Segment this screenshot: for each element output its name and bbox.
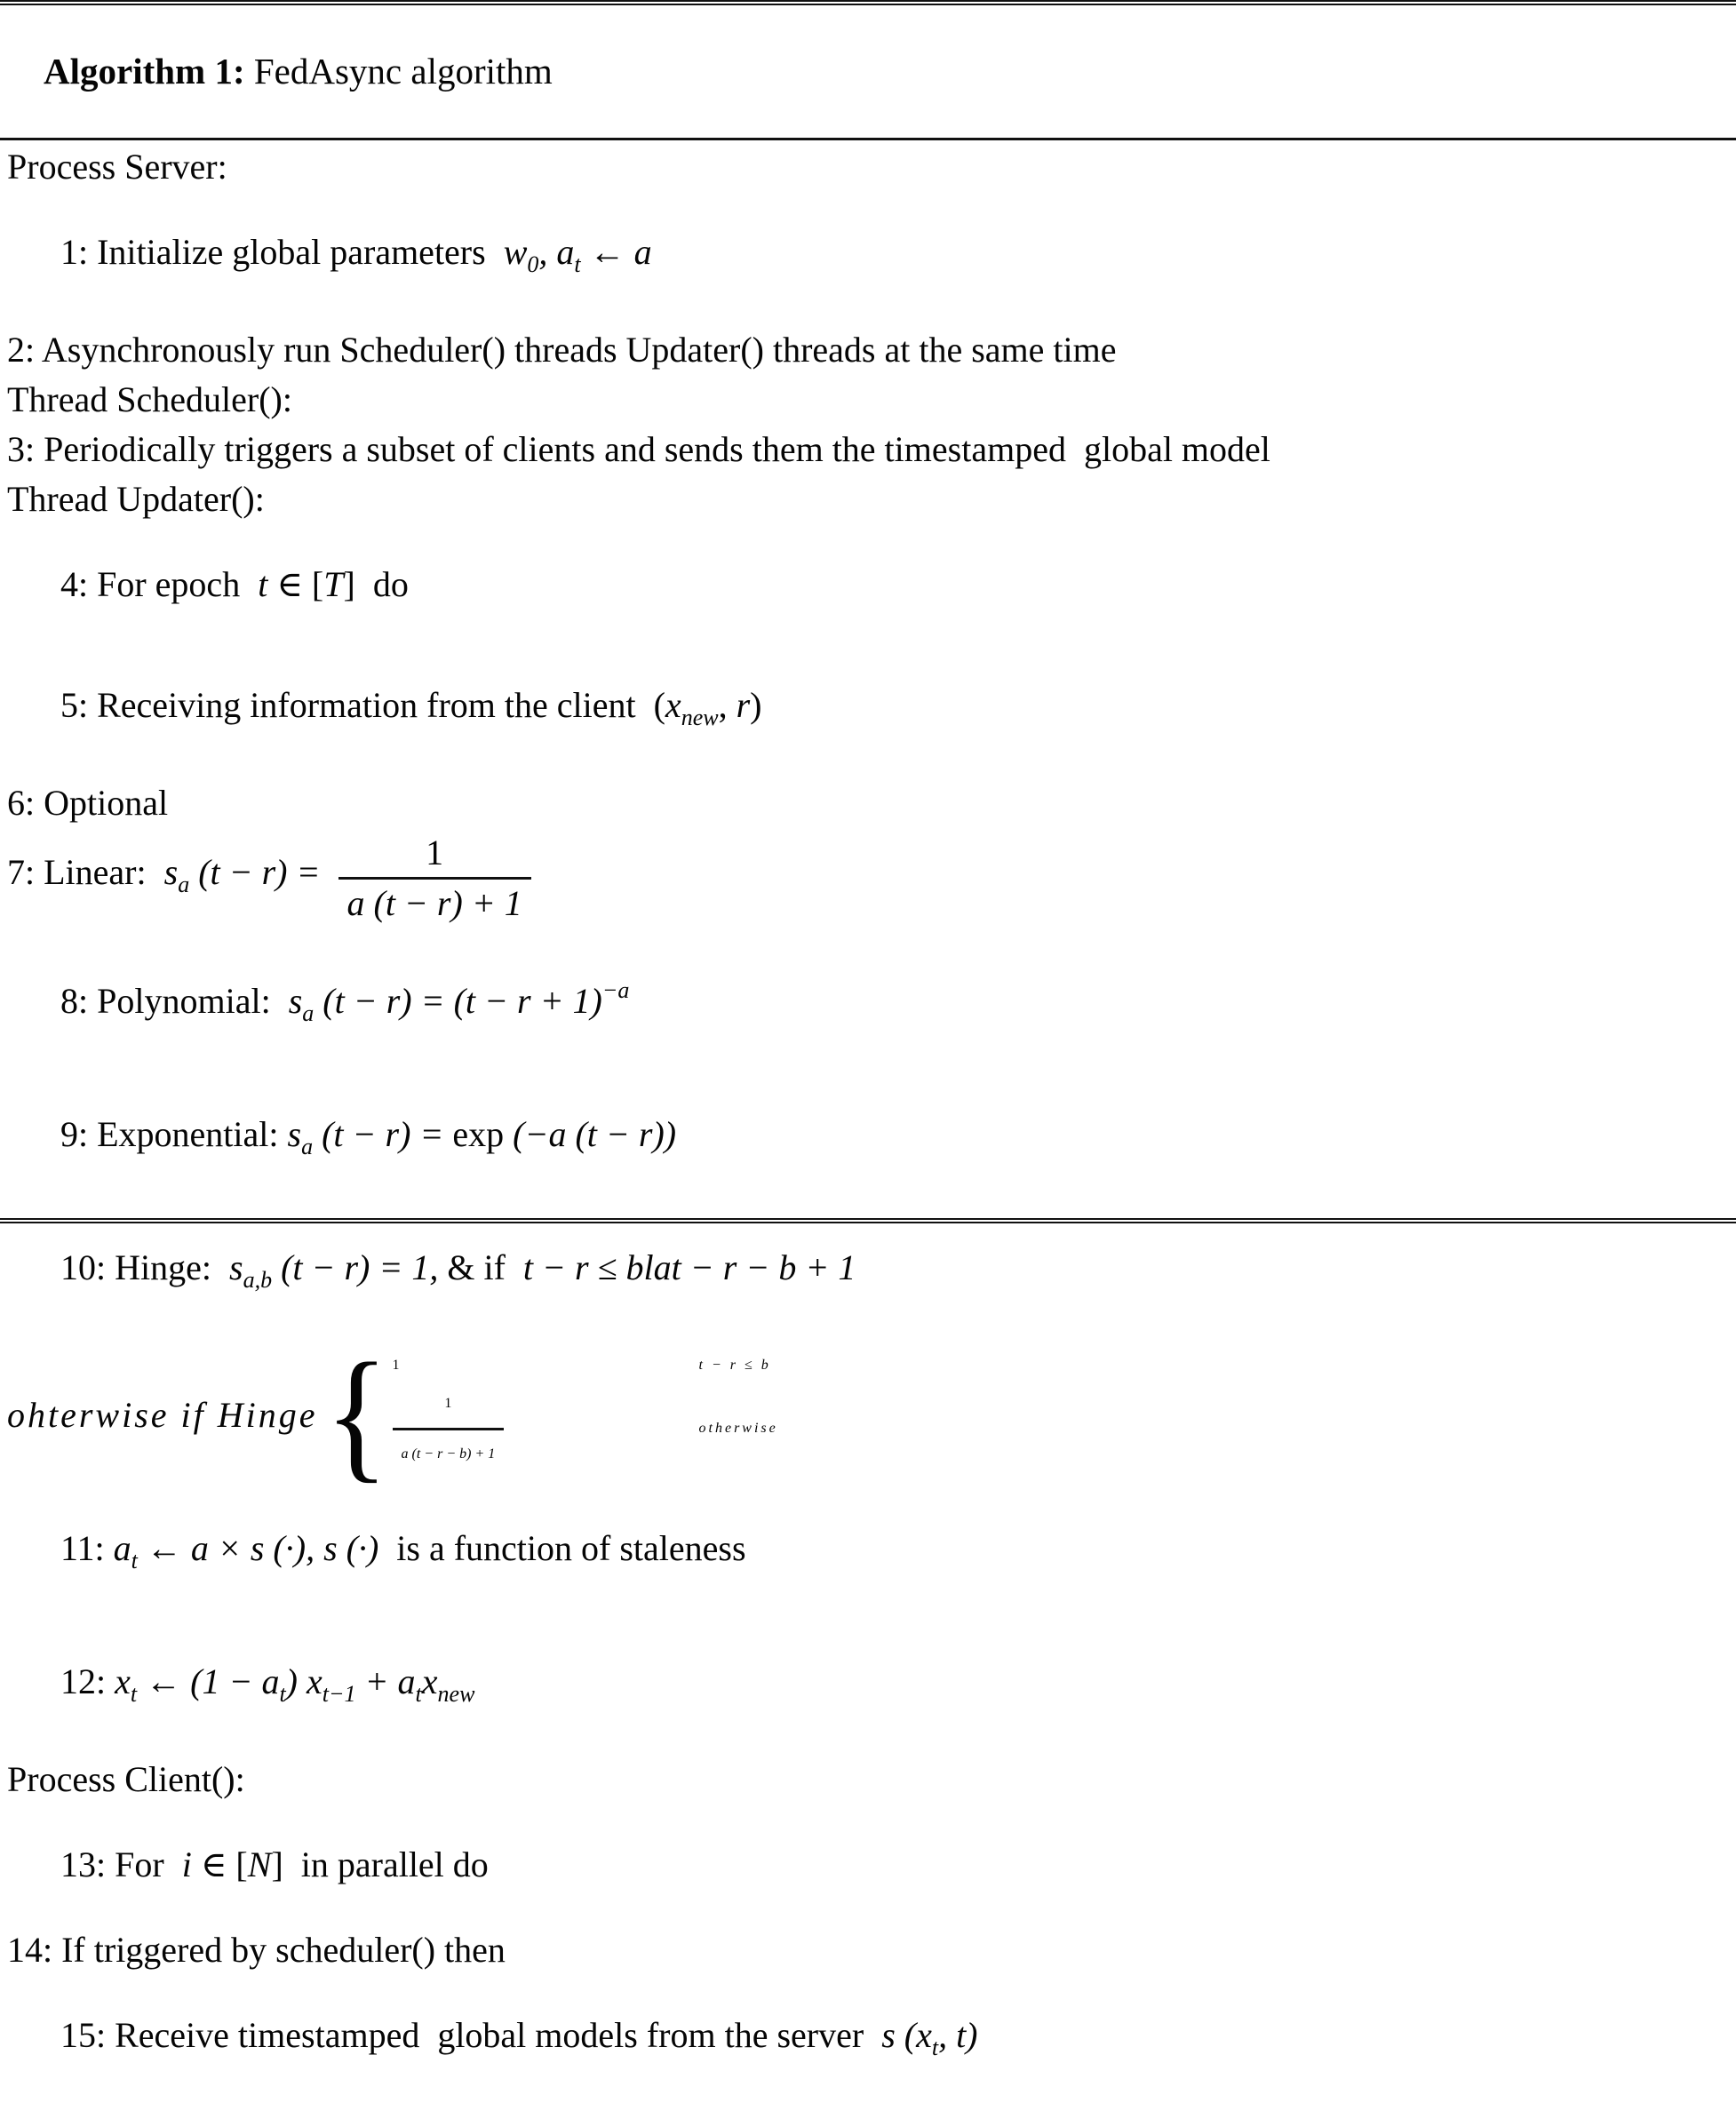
step13-var-i: i <box>181 1844 192 1884</box>
line-process-server: Process Server: <box>7 147 227 187</box>
step7-fraction-denominator: a (t − r) + 1 <box>338 877 531 921</box>
line-thread-scheduler: Thread Scheduler(): <box>7 379 292 419</box>
step5-end: ) <box>750 685 762 725</box>
step8-mid: (t − r) = (t − r + 1) <box>314 981 602 1021</box>
algorithm-title-label: Algorithm 1: <box>44 51 245 92</box>
step9-end: (−a (t − r)) <box>504 1114 677 1154</box>
step10-var-s: s <box>228 1247 243 1287</box>
step15-sub-t: t <box>931 2035 939 2060</box>
line-step5 <box>7 652 1729 771</box>
line-step2: 2: Asynchronously run Scheduler() threads Updater() threads at the same time <box>7 330 1117 370</box>
step13-prefix: 13: For <box>60 1844 182 1884</box>
step4-prefix: 4: For epoch <box>60 564 259 604</box>
line-step13 <box>7 1812 1729 1918</box>
line-step6: 6: Optional <box>7 783 169 823</box>
step7-var-s: s <box>163 851 179 892</box>
line-step10 <box>7 1215 1729 1334</box>
hinge-case-1 <box>393 1358 778 1374</box>
step12-prefix: 12: <box>60 1661 115 1701</box>
step10-prefix: 10: Hinge: <box>60 1247 229 1287</box>
line-step1 <box>7 199 1729 318</box>
step1-prefix: 1: Initialize global parameters <box>60 232 504 272</box>
line-step7 <box>7 832 1729 923</box>
line-thread-updater: Thread Updater(): <box>7 479 265 519</box>
step7-fraction <box>338 832 531 923</box>
step5-sub-new: new <box>681 705 719 730</box>
step15-prefix: 15: Receive timestamped global models from the server <box>60 2015 882 2055</box>
hinge-cases-rows <box>393 1358 778 1472</box>
step8-prefix: 8: Polynomial: <box>60 981 289 1021</box>
step7-text <box>7 851 330 903</box>
step12-m2: ← (1 − a <box>137 1661 280 1701</box>
step15-end: , t) <box>938 2015 978 2055</box>
line-hinge-cases <box>7 1333 1729 1496</box>
step9-mid: (t − r) = <box>313 1114 453 1154</box>
step11-mid: ← a × s (·), s (·) <box>137 1528 379 1568</box>
step8-superscript: −a <box>601 977 630 1003</box>
step9-prefix: 9: Exponential: <box>60 1114 288 1154</box>
step12-var-x: x <box>115 1661 131 1701</box>
line-step3: 3: Periodically triggers a subset of clients and sends them the timestamped global model <box>7 429 1270 469</box>
hinge-case-2-value <box>393 1386 699 1472</box>
step12-sub-t3: t <box>415 1681 422 1707</box>
algorithm-title <box>0 5 1736 138</box>
step10-end: t − r ≤ blat − r − b + 1 <box>514 1247 856 1287</box>
step12-sub-t-minus-1: t−1 <box>322 1681 356 1707</box>
hinge-case-1-condition: t − r ≤ b <box>698 1357 771 1373</box>
line-step14: 14: If triggered by scheduler() then <box>7 1930 506 1970</box>
step12-sub-t: t <box>130 1681 138 1707</box>
hinge-case-2 <box>393 1386 778 1472</box>
step9-sub-a: a <box>301 1134 314 1159</box>
line-process-client: Process Client(): <box>7 1759 245 1799</box>
step11-prefix: 11: <box>60 1528 114 1568</box>
step5-mid: , <box>718 685 737 725</box>
step12-m5: x <box>421 1661 438 1701</box>
hinge-case-2-denominator: a (t − r − b) + 1 <box>393 1428 505 1472</box>
line-step8 <box>7 937 1729 1067</box>
step12-sub-t2: t <box>279 1681 286 1707</box>
step7-prefix: 7: Linear: <box>7 851 164 892</box>
step11-var-a: a <box>113 1528 131 1568</box>
left-brace-glyph: { <box>324 1333 389 1496</box>
step1-sub-t: t <box>574 251 581 277</box>
hinge-case-2-condition: otherwise <box>698 1421 778 1436</box>
step11-sub-t: t <box>131 1548 138 1573</box>
line-step9 <box>7 1081 1729 1200</box>
step7-sub-a: a <box>178 871 190 897</box>
step5-var-x: x <box>665 685 681 725</box>
hinge-case-2-numerator: 1 <box>444 1395 452 1411</box>
line-step11 <box>7 1495 1729 1614</box>
step8-var-s: s <box>288 981 303 1021</box>
step1-sub-0: 0 <box>527 251 539 277</box>
step1-mid: , a <box>538 232 575 272</box>
step7-fraction-numerator: 1 <box>426 832 444 872</box>
step7-mid: (t − r) = <box>189 851 330 892</box>
algorithm-body <box>0 140 1736 2101</box>
line-step4 <box>7 531 1729 638</box>
step13-var-N: N <box>247 1844 272 1884</box>
step10-amp-if: & if <box>447 1247 514 1287</box>
step9-exp-function: exp <box>452 1114 505 1154</box>
hinge-cases-label: ohterwise if Hinge <box>7 1394 318 1435</box>
step5-prefix: 5: Receiving information from the client ( <box>60 685 665 725</box>
step13-end: ] in parallel do <box>271 1844 489 1884</box>
line-step15 <box>7 1982 1729 2101</box>
step10-mid: (t − r) = 1, <box>272 1247 448 1287</box>
algorithm-title-text: FedAsync algorithm <box>244 51 553 92</box>
step15-var-s-x: s (x <box>881 2015 932 2055</box>
step10-sub-ab: a,b <box>243 1267 273 1293</box>
hinge-case-1-value: 1 <box>392 1357 400 1373</box>
hinge-case-2-fraction <box>393 1386 505 1472</box>
step8-sub-a: a <box>302 1000 315 1026</box>
line-step12 <box>7 1629 1729 1748</box>
step12-m3: ) x <box>285 1661 323 1701</box>
step1-end: ← a <box>580 232 652 272</box>
step1-var-w: w <box>503 232 528 272</box>
bottom-rule <box>0 1218 1736 1223</box>
step4-var-T: T <box>323 564 344 604</box>
step4-end: ] do <box>343 564 409 604</box>
step11-end: is a function of staleness <box>378 1528 746 1568</box>
step4-var-t: t <box>258 564 268 604</box>
step5-var-r: r <box>736 685 751 725</box>
step4-mid: ∈ [ <box>267 564 324 604</box>
step9-var-s: s <box>287 1114 302 1154</box>
step12-m4: + a <box>355 1661 416 1701</box>
step12-sub-new: new <box>437 1681 475 1707</box>
step13-mid: ∈ [ <box>191 1844 248 1884</box>
